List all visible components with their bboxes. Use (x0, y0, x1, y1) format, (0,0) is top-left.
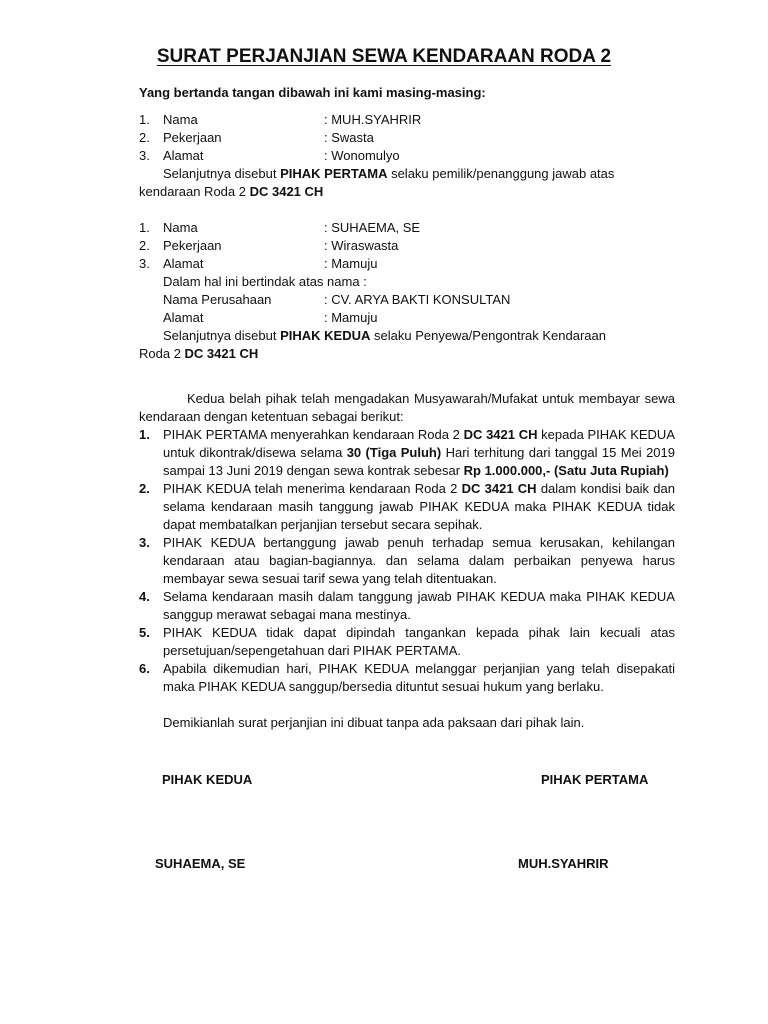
party1-description: Selanjutnya disebut PIHAK PERTAMA selaku pemilik/penanggung jawab atas (163, 166, 615, 181)
party2-row-address: 3. Alamat : Mamuju (139, 256, 378, 271)
term-5: 5. PIHAK KEDUA tidak dapat dipindah tangankan kepada pihak lain kecuali atas persetujuan/sepengetahuan dari PIHAK PERTAMA. (139, 625, 675, 658)
party2-company: Nama Perusahaan : CV. ARYA BAKTI KONSULTAN (163, 292, 511, 307)
term-3: 3. PIHAK KEDUA bertanggung jawab penuh terhadap semua kerusakan, kehilangan kendaraan atau bagian-bagiannya. dan selama dalam perbaikan penyewa harus membayar sewa sesuai tarif sewa yang telah ditentuakan. (139, 535, 675, 586)
party2-details (139, 219, 675, 363)
agreement-intro: Kedua belah pihak telah mengadakan Musyawarah/Mufakat untuk membayar sewa kendaraan dengan ketentuan sebagai berikut: (139, 391, 675, 424)
party1-row-name: 1. Nama : MUH.SYAHRIR (139, 112, 422, 127)
party2-vehicle: Roda 2 DC 3421 CH (139, 346, 259, 361)
document-body (139, 84, 675, 732)
signature-name-left: SUHAEMA, SE (155, 856, 246, 871)
signature-name-right: MUH.SYAHRIR (518, 856, 609, 871)
term-6: 6. Apabila dikemudian hari, PIHAK KEDUA melanggar perjanjian yang telah disepakati maka PIHAK KEDUA sanggup/bersedia dituntut sesuai hukum yang berlaku. (139, 661, 675, 694)
party2-row-job: 2. Pekerjaan : Wiraswasta (139, 238, 399, 253)
party1-row-address: 3. Alamat : Wonomulyo (139, 148, 400, 163)
party2-company-address: Alamat : Mamuju (163, 310, 378, 325)
party2-acting: Dalam hal ini bertindak atas nama : (163, 274, 367, 289)
signature-role-right: PIHAK PERTAMA (541, 772, 649, 787)
term-1: 1. PIHAK PERTAMA menyerahkan kendaraan Roda 2 DC 3421 CH kepada PIHAK KEDUA untuk dikontrak/disewa selama 30 (Tiga Puluh) Hari terhitung dari tanggal 15 Mei 2019 sampai 13 Juni 2019 dengan sewa kontrak sebesar Rp 1.000.000,- (Satu Juta Rupiah) (139, 427, 675, 478)
intro-text: Yang bertanda tangan dibawah ini kami masing-masing: (139, 85, 486, 100)
party1-vehicle: kendaraan Roda 2 DC 3421 CH (139, 184, 324, 199)
party2-description: Selanjutnya disebut PIHAK KEDUA selaku Penyewa/Pengontrak Kendaraan (163, 328, 606, 343)
signature-role-left: PIHAK KEDUA (162, 772, 253, 787)
terms-list (139, 426, 675, 696)
party1-row-job: 2. Pekerjaan : Swasta (139, 130, 374, 145)
term-4: 4. Selama kendaraan masih dalam tanggung jawab PIHAK KEDUA maka PIHAK KEDUA sanggup merawat sebagai mana mestinya. (139, 589, 675, 622)
party2-row-name: 1. Nama : SUHAEMA, SE (139, 220, 421, 235)
term-2: 2. PIHAK KEDUA telah menerima kendaraan Roda 2 DC 3421 CH dalam kondisi baik dan selama kendaraan masih tanggung jawab PIHAK KEDUA maka PIHAK KEDUA tidak dapat membatalkan perjanjian tersebut secara sepihak. (139, 481, 675, 532)
document-title: SURAT PERJANJIAN SEWA KENDARAAN RODA 2 (156, 46, 612, 67)
party1-details (139, 111, 675, 201)
closing-statement: Demikianlah surat perjanjian ini dibuat tanpa ada paksaan dari pihak lain. (163, 715, 585, 730)
